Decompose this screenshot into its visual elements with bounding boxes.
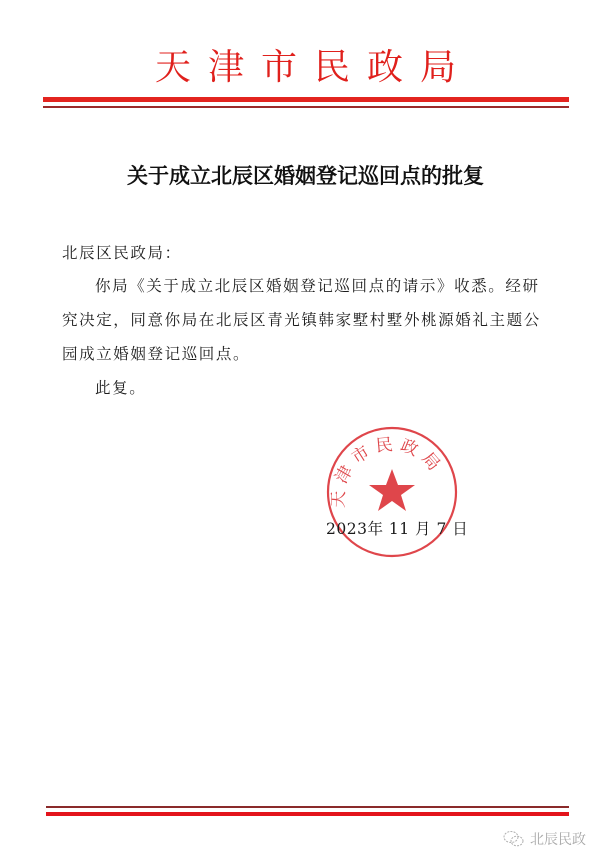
- paragraph-line-3: 园成立婚姻登记巡回点。: [62, 345, 251, 363]
- star-icon: [369, 469, 415, 511]
- salutation: 北辰区民政局：: [62, 244, 182, 262]
- footer-thin-rule: [46, 806, 569, 808]
- wechat-watermark: [503, 829, 586, 849]
- letterhead-thin-rule: [43, 106, 569, 108]
- letterhead-thick-rule: [43, 97, 569, 102]
- document-title: 关于成立北辰区婚姻登记巡回点的批复: [127, 163, 484, 188]
- letterhead-organization: 天津市民政局: [154, 47, 473, 88]
- closing-remark: 此复。: [95, 379, 147, 397]
- wechat-icon: [503, 830, 525, 848]
- watermark-label: 北辰民政: [530, 832, 586, 848]
- paragraph-line-1: 你局《关于成立北辰区婚姻登记巡回点的请示》收悉。经研: [95, 277, 540, 295]
- footer-thick-rule: [46, 812, 569, 816]
- paragraph-line-2: 究决定，同意你局在北辰区青光镇韩家墅村墅外桃源婚礼主题公: [62, 311, 541, 329]
- svg-text:天津市民政局: 天津市民政局: [328, 434, 448, 509]
- document-date: 2023年 11 月 7 日: [326, 520, 469, 538]
